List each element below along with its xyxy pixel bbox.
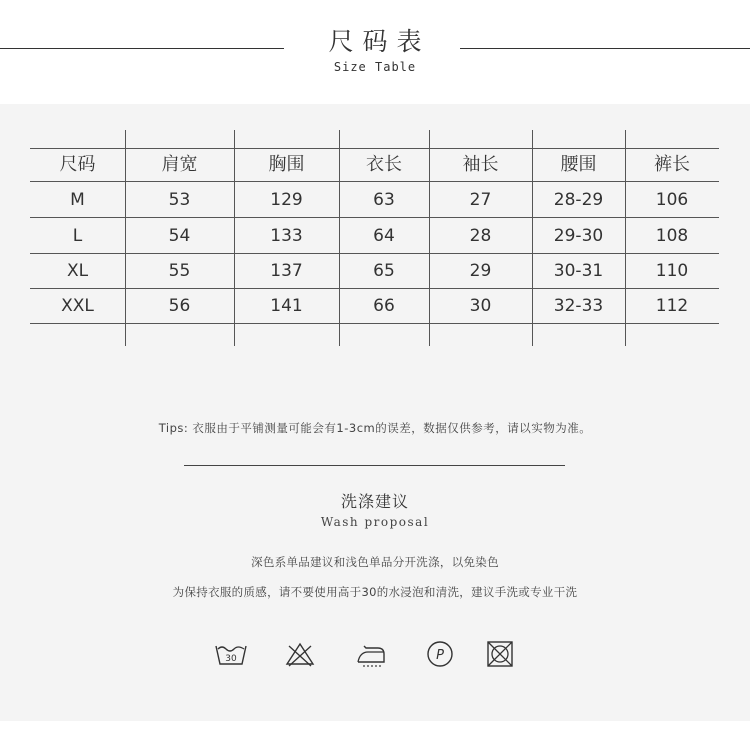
header bbox=[0, 0, 750, 104]
table-cell: 108 bbox=[655, 226, 689, 246]
table-cell: 106 bbox=[655, 190, 689, 210]
column-header: 袖长 bbox=[462, 154, 499, 175]
size-label-cell: XXL bbox=[61, 296, 94, 316]
table-cell: 28-29 bbox=[553, 190, 604, 210]
table-cell: 55 bbox=[168, 261, 191, 281]
wash-temp-label: 30 bbox=[225, 654, 237, 664]
column-header: 衣长 bbox=[366, 154, 402, 175]
table-cell: 141 bbox=[270, 296, 303, 316]
table-rule-h-4 bbox=[30, 288, 719, 289]
column-header: 胸围 bbox=[268, 154, 305, 175]
table-cell: 29-30 bbox=[553, 226, 604, 246]
table-cell: 133 bbox=[270, 226, 303, 246]
low-iron-icon bbox=[354, 640, 388, 668]
column-header: 肩宽 bbox=[161, 154, 198, 175]
table-rule-h-2 bbox=[30, 217, 719, 218]
table-cell: 30-31 bbox=[553, 261, 604, 281]
tips-text: Tips: 衣服由于平铺测量可能会有1-3cm的误差，数据仅供参考，请以实物为准。 bbox=[158, 421, 592, 435]
table-cell: 30 bbox=[469, 296, 492, 316]
table-cell: 64 bbox=[373, 226, 395, 246]
table-rule-h-1 bbox=[30, 181, 719, 182]
page-title: 尺码表 bbox=[328, 27, 431, 56]
table-cell: 129 bbox=[270, 190, 303, 210]
table-rule-h-3 bbox=[30, 253, 719, 254]
column-header: 尺码 bbox=[59, 154, 96, 175]
table-cell: 66 bbox=[373, 296, 395, 316]
wash-subtitle: Wash proposal bbox=[320, 515, 430, 529]
table-cell: 53 bbox=[168, 190, 191, 210]
wash-30-icon bbox=[214, 640, 248, 668]
table-cell: 29 bbox=[469, 261, 492, 281]
table-cell: 110 bbox=[655, 261, 689, 281]
size-label-cell: M bbox=[70, 190, 85, 210]
table-cell: 28 bbox=[469, 226, 492, 246]
page-subtitle: Size Table bbox=[333, 60, 417, 74]
table-cell: 137 bbox=[270, 261, 303, 281]
table-cell: 63 bbox=[373, 190, 395, 210]
table-cell: 27 bbox=[469, 190, 492, 210]
wash-advice-line-1: 深色系单品建议和浅色单品分开洗涤，以免染色 bbox=[251, 555, 499, 569]
do-not-tumble-dry-icon bbox=[486, 640, 514, 668]
table-cell: 112 bbox=[655, 296, 689, 316]
table-rule-h-5 bbox=[30, 323, 719, 324]
size-label-cell: XL bbox=[66, 261, 89, 281]
table-cell: 54 bbox=[168, 226, 191, 246]
column-header: 裤长 bbox=[654, 154, 690, 175]
table-cell: 32-33 bbox=[553, 296, 604, 316]
wash-advice-line-2: 为保持衣服的质感，请不要使用高于30的水浸泡和清洗，建议手洗或专业干洗 bbox=[172, 585, 578, 599]
size-label-cell: L bbox=[72, 226, 83, 246]
wash-title: 洗涤建议 bbox=[340, 492, 409, 511]
footer-strip bbox=[0, 721, 750, 735]
section-divider bbox=[184, 465, 565, 466]
column-header: 腰围 bbox=[560, 154, 597, 175]
table-cell: 65 bbox=[373, 261, 395, 281]
dry-clean-p-icon bbox=[426, 640, 454, 668]
dry-clean-label: P bbox=[436, 648, 444, 663]
table-cell: 56 bbox=[168, 296, 191, 316]
do-not-bleach-icon bbox=[285, 640, 315, 668]
table-rule-h-0 bbox=[30, 148, 719, 149]
